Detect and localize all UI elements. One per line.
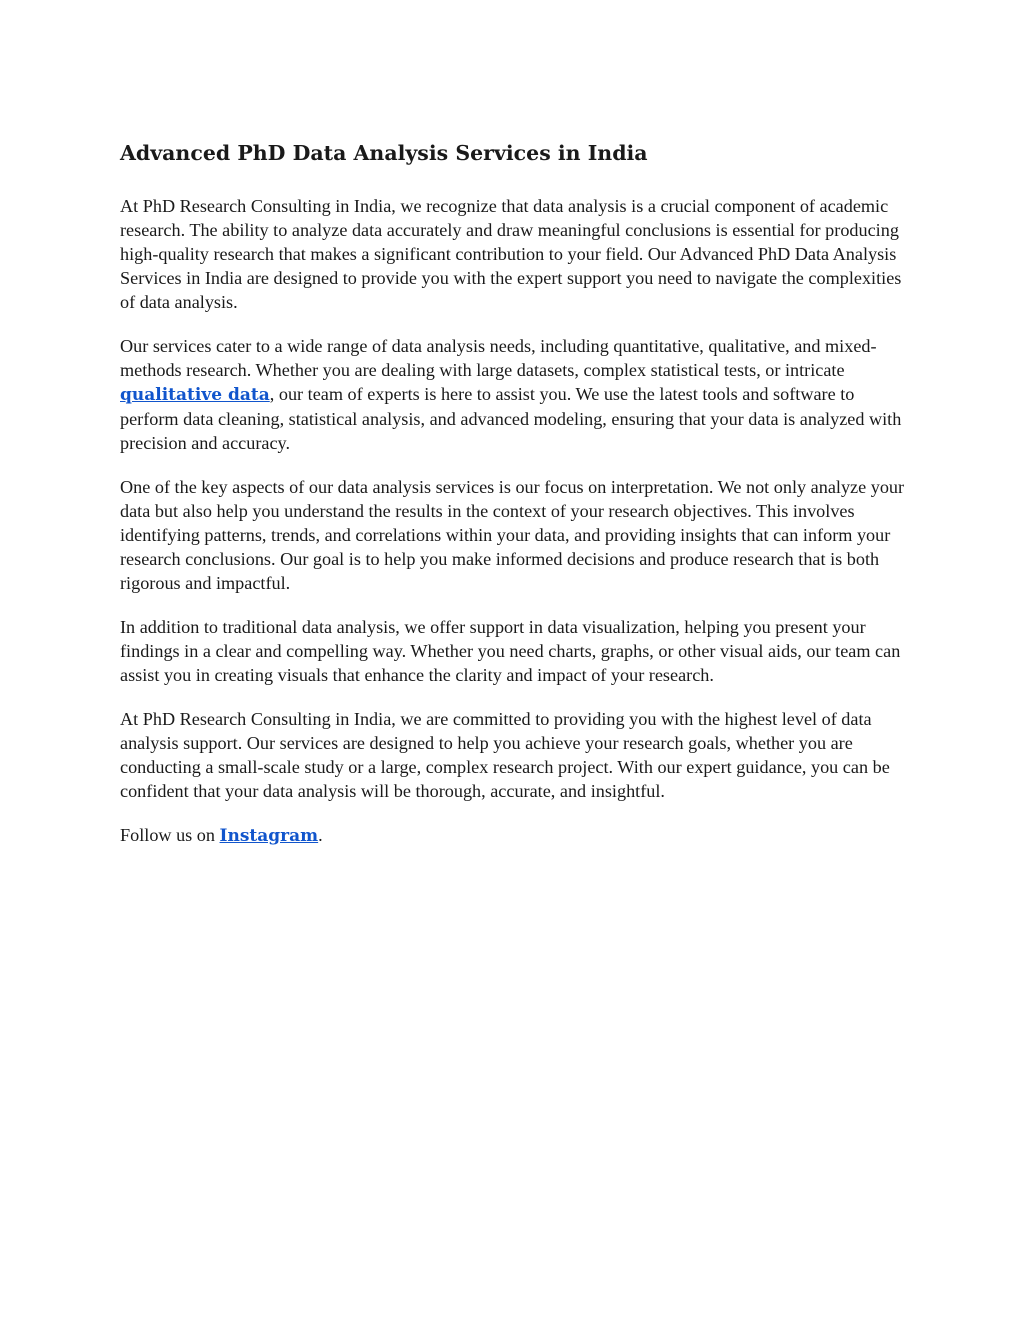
- instagram-link[interactable]: Instagram: [219, 826, 319, 846]
- follow-line: [120, 823, 910, 848]
- page-title: Advanced PhD Data Analysis Services in India: [120, 141, 648, 165]
- paragraph-services: [120, 334, 910, 455]
- qualitative-data-link[interactable]: qualitative data: [120, 385, 270, 405]
- document-page: [120, 138, 910, 868]
- paragraph-services-text-before: Our services cater to a wide range of data analysis needs, including quantitative, qualitative, and mixed-methods research. Whether you are dealing with large datasets, complex statistical tests, or intricate: [120, 336, 877, 380]
- paragraph-visualization: In addition to traditional data analysis, we offer support in data visualization, helping you present your findings in a clear and compelling way. Whether you need charts, graphs, or other visual aids, our team can assist you in creating visuals that enhance the clarity and impact of your research.: [120, 617, 901, 685]
- follow-period: .: [318, 825, 323, 845]
- follow-text: Follow us on: [120, 825, 220, 845]
- paragraph-commitment: At PhD Research Consulting in India, we are committed to providing you with the highest level of data analysis support. Our services are designed to help you achieve your research goals, whether you are conducting a small-scale study or a large, complex research project. With our expert guidance, you can be confident that your data analysis will be thorough, accurate, and insightful.: [120, 709, 890, 801]
- paragraph-intro: At PhD Research Consulting in India, we recognize that data analysis is a crucial component of academic research. The ability to analyze data accurately and draw meaningful conclusions is essential for producing high-quality research that makes a significant contribution to your field. Our Advanced PhD Data Analysis Services in India are designed to provide you with the expert support you need to navigate the complexities of data analysis.: [120, 196, 902, 312]
- paragraph-interpretation: One of the key aspects of our data analysis services is our focus on interpretation. We not only analyze your data but also help you understand the results in the context of your research objectives. This involves identifying patterns, trends, and correlations within your data, and providing insights that can inform your research conclusions. Our goal is to help you make informed decisions and produce research that is both rigorous and impactful.: [120, 477, 905, 593]
- paragraph-services-text-after: , our team of experts is here to assist you. We use the latest tools and software to perform data cleaning, statistical analysis, and advanced modeling, ensuring that your data is analyzed with precision and accuracy.: [120, 384, 902, 453]
